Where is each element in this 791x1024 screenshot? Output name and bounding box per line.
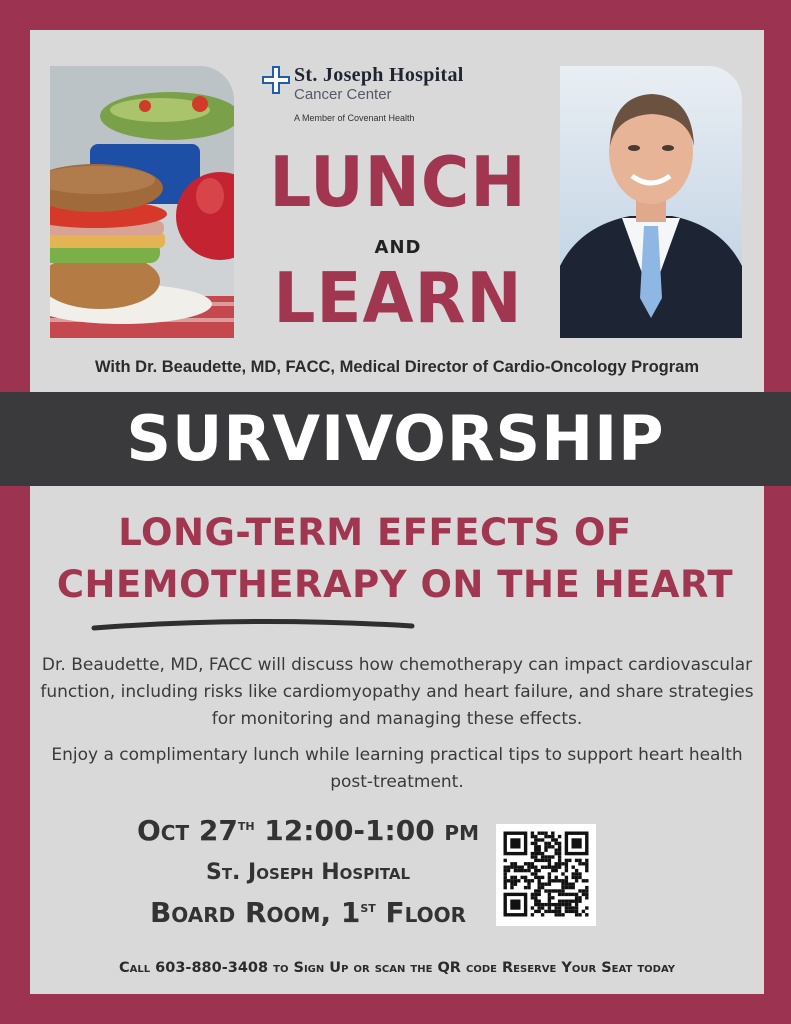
logo-subtitle: Cancer Center <box>294 86 392 103</box>
headline-line-2: CHEMOTHERAPY ON THE HEART <box>56 563 734 606</box>
speaker-line: With Dr. Beaudette, MD, FACC, Medical Director of Cardio-Oncology Program <box>94 358 699 376</box>
headline-line-1: LONG-TERM EFFECTS OF <box>118 511 632 554</box>
event-room-prefix: Board Room, 1 <box>149 896 361 929</box>
event-date: Oct 27 <box>136 814 238 847</box>
band-title: SURVIVORSHIP <box>126 402 665 475</box>
logo-member-line: A Member of Covenant Health <box>294 113 415 123</box>
cross-icon <box>262 66 290 94</box>
title-learn: LEARN <box>273 258 523 339</box>
hospital-logo <box>262 64 552 128</box>
event-room-suffix-sup: st <box>360 898 376 916</box>
sandwich-photo <box>50 66 234 338</box>
description-paragraph-1: Dr. Beaudette, MD, FACC will discuss how chemotherapy can impact cardiovascular function, including risks like cardiomyopathy and heart failure, and share strategies for monitoring and managing these effects. <box>40 655 754 729</box>
title-and: AND <box>374 237 422 258</box>
underline-swoosh <box>90 614 420 634</box>
title-lunch: LUNCH <box>269 142 527 223</box>
description-paragraph-2: Enjoy a complimentary lunch while learning practical tips to support heart health post-treatment. <box>51 745 743 792</box>
event-location: St. Joseph Hospital <box>205 860 411 885</box>
footer-call-to-action: Call 603-880-3408 to Sign Up or scan the QR code Reserve Your Seat today <box>118 960 675 976</box>
doctor-portrait <box>560 66 742 338</box>
logo-name: St. Joseph Hospital <box>294 64 464 86</box>
event-date-time <box>118 814 498 847</box>
event-room <box>118 896 498 929</box>
qr-code[interactable] <box>496 824 596 926</box>
event-date-suffix: th <box>237 816 255 834</box>
event-time: 12:00-1:00 pm <box>254 814 479 847</box>
event-room-floor: Floor <box>375 896 467 929</box>
